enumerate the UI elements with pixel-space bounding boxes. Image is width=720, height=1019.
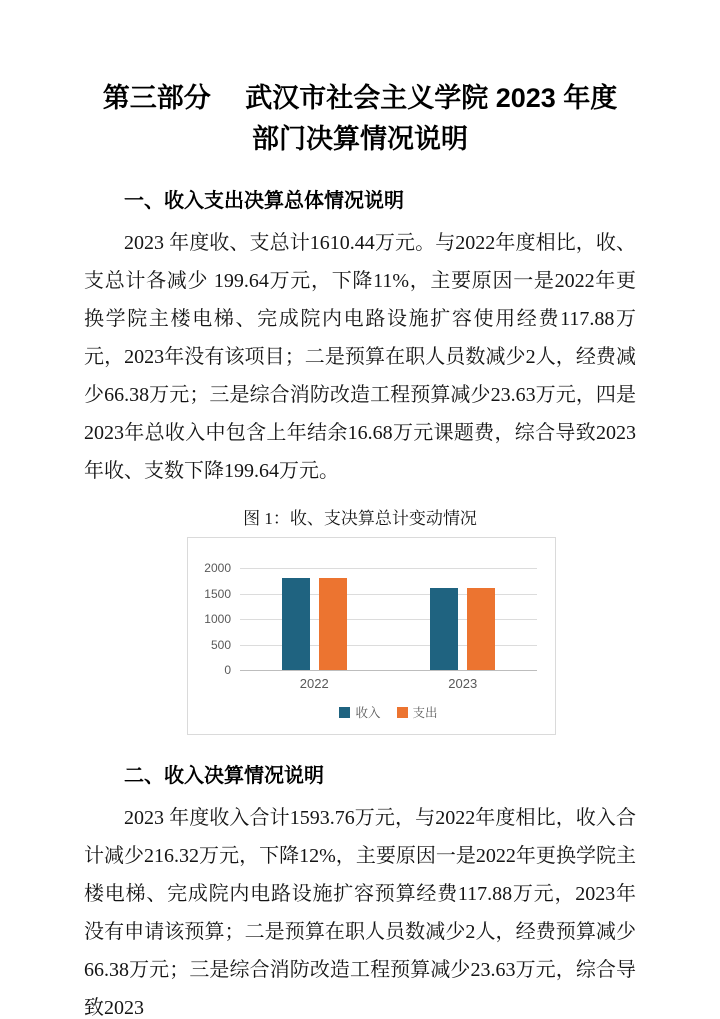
document-title xyxy=(84,78,636,160)
legend-item-收入 xyxy=(339,703,380,721)
legend-label: 收入 xyxy=(355,706,381,720)
figure-1-bar-chart xyxy=(187,537,556,735)
chart-gridline xyxy=(240,670,537,671)
bar-支出-2023 xyxy=(467,588,495,670)
section-2-heading: 二、收入决算情况说明 xyxy=(124,765,324,787)
legend-item-支出 xyxy=(397,703,438,721)
legend-label: 支出 xyxy=(412,706,438,720)
title-line-2: 部门决算情况说明 xyxy=(252,124,468,154)
y-axis-tick-label: 500 xyxy=(210,637,231,652)
y-axis-tick-label: 2000 xyxy=(204,561,231,575)
y-axis-tick-label: 0 xyxy=(224,663,231,677)
chart-legend xyxy=(240,703,537,721)
title-line-1: 第三部分 武汉市社会主义学院 2023 年度 xyxy=(102,83,618,113)
chart-bars-layer xyxy=(240,568,537,670)
y-axis-tick-label: 1000 xyxy=(204,612,231,626)
section-2-paragraph: 2023 年度收入合计1593.76万元，与2022年度相比，收入合计减少216.32万元，下降12%，主要原因一是2022年更换学院主楼电梯、完成院内电路设施扩容预算经费117.88万元，2023年没有申请该预算；二是预算在职人员数减少2人，经费预算减少66.38万元；三是综合消防改造工程预算减少23.63万元，综合导致2023 xyxy=(84,807,636,1019)
bar-支出-2022 xyxy=(319,578,347,670)
section-1-paragraph: 2023 年度收、支总计1610.44万元。与2022年度相比，收、支总计各减少 199.64万元，下降11%，主要原因一是2022年更换学院主楼电梯、完成院内电路设施扩容使用经费117.88万元，2023年没有该项目；二是预算在职人员数减少2人，经费减少66.38万元；三是综合消防改造工程预算减少23.63万元，四是2023年总收入中包含上年结余16.68万元课题费，综合导致2023年收、支数下降199.64万元。 xyxy=(84,232,636,482)
bar-group-2023 xyxy=(430,568,495,670)
legend-swatch xyxy=(339,707,350,718)
x-axis-label-2023: 2023 xyxy=(448,676,478,691)
chart-x-axis xyxy=(240,676,537,691)
legend-swatch xyxy=(397,707,408,718)
figure-caption: 图 1：收、支决算总计变动情况 xyxy=(243,509,477,528)
y-axis-tick-label: 1500 xyxy=(204,586,231,601)
bar-group-2022 xyxy=(282,568,347,670)
chart-plot xyxy=(204,561,537,677)
section-1-heading: 一、收入支出决算总体情况说明 xyxy=(124,190,404,212)
x-axis-label-2022: 2022 xyxy=(299,676,329,691)
bar-收入-2022 xyxy=(282,578,310,670)
bar-收入-2023 xyxy=(430,588,458,670)
